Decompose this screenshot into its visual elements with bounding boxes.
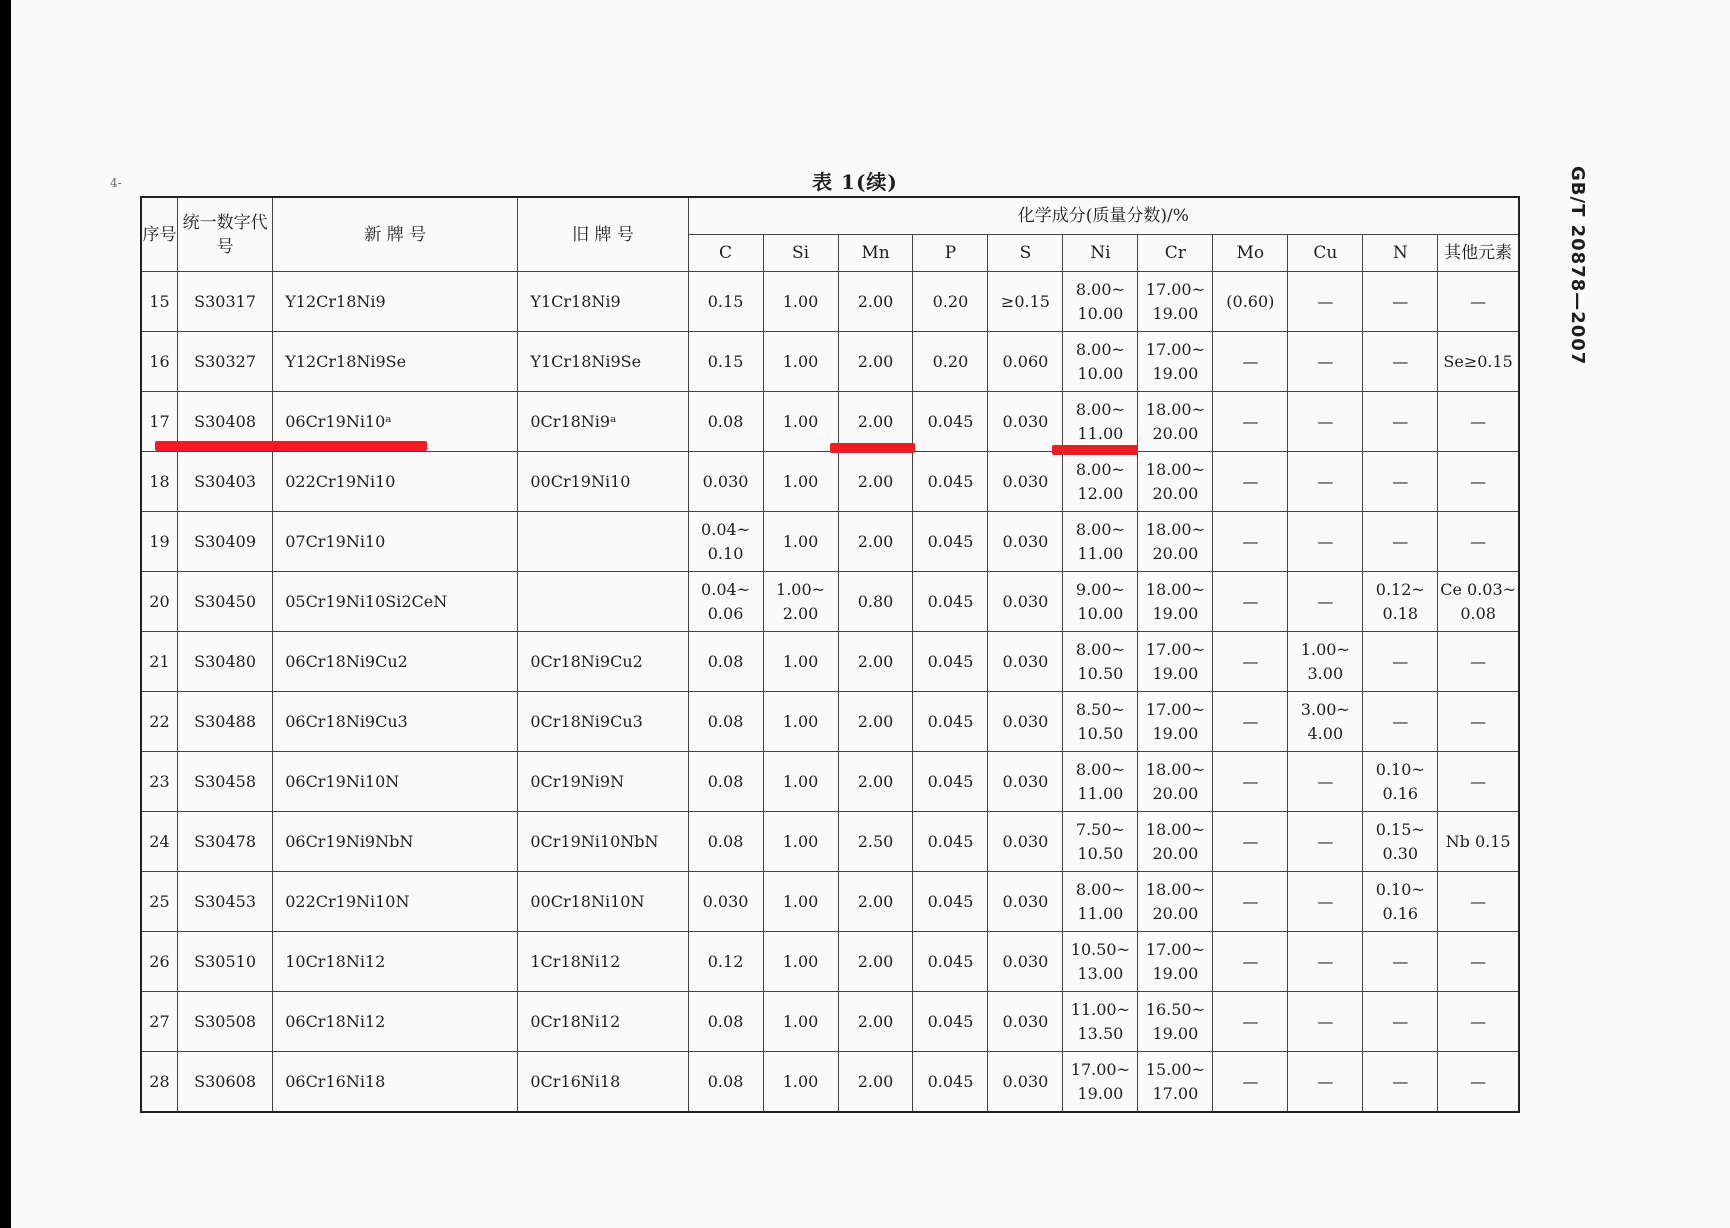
cell-cr: 18.00~ 20.00 — [1138, 812, 1213, 872]
cell-seq: 20 — [141, 572, 177, 632]
cell-s: 0.030 — [988, 392, 1063, 452]
cell-ni: 17.00~ 19.00 — [1063, 1052, 1138, 1113]
cell-old — [518, 512, 688, 572]
table-row — [141, 812, 1519, 872]
cell-p: 0.045 — [913, 452, 988, 512]
page-mark: 4- — [110, 176, 122, 190]
cell-c: 0.08 — [688, 992, 763, 1052]
header-element-8: Cu — [1288, 235, 1363, 272]
cell-old: 0Cr18Ni9Cu2 — [518, 632, 688, 692]
cell-s: 0.030 — [988, 752, 1063, 812]
composition-table — [140, 196, 1520, 1113]
cell-seq: 26 — [141, 932, 177, 992]
document-code: GB/T 20878—2007 — [1567, 166, 1588, 366]
cell-ni: 7.50~ 10.50 — [1063, 812, 1138, 872]
cell-cr: 15.00~ 17.00 — [1138, 1052, 1213, 1113]
cell-mo: (0.60) — [1213, 272, 1288, 332]
cell-new: 06Cr16Ni18 — [273, 1052, 518, 1113]
cell-code: S30453 — [177, 872, 272, 932]
cell-cu: — — [1288, 452, 1363, 512]
cell-si: 1.00 — [763, 452, 838, 512]
cell-mo: — — [1213, 932, 1288, 992]
cell-mn: 2.00 — [838, 632, 913, 692]
table-row — [141, 932, 1519, 992]
cell-cu: — — [1288, 392, 1363, 452]
cell-s: 0.030 — [988, 932, 1063, 992]
cell-old: Y1Cr18Ni9 — [518, 272, 688, 332]
table-row — [141, 632, 1519, 692]
cell-p: 0.045 — [913, 572, 988, 632]
cell-si: 1.00 — [763, 512, 838, 572]
cell-old: 0Cr19Ni9N — [518, 752, 688, 812]
cell-other: — — [1438, 272, 1519, 332]
cell-other: — — [1438, 932, 1519, 992]
cell-n: — — [1363, 272, 1438, 332]
cell-si: 1.00 — [763, 1052, 838, 1113]
cell-new: 05Cr19Ni10Si2CeN — [273, 572, 518, 632]
cell-other: — — [1438, 1052, 1519, 1113]
cell-s: 0.030 — [988, 512, 1063, 572]
cell-s: ≥0.15 — [988, 272, 1063, 332]
cell-mo: — — [1213, 692, 1288, 752]
cell-cu: 3.00~ 4.00 — [1288, 692, 1363, 752]
cell-mn: 2.00 — [838, 992, 913, 1052]
table-row — [141, 332, 1519, 392]
cell-c: 0.04~ 0.10 — [688, 512, 763, 572]
cell-c: 0.08 — [688, 692, 763, 752]
cell-mn: 2.00 — [838, 332, 913, 392]
cell-si: 1.00 — [763, 392, 838, 452]
cell-cr: 17.00~ 19.00 — [1138, 692, 1213, 752]
header-element-2: Mn — [838, 235, 913, 272]
table-title: 表 1(续) — [812, 170, 898, 194]
cell-old: 0Cr18Ni9ᵃ — [518, 392, 688, 452]
cell-ni: 10.50~ 13.00 — [1063, 932, 1138, 992]
cell-old — [518, 572, 688, 632]
header-new-grade: 新 牌 号 — [273, 197, 518, 272]
cell-seq: 24 — [141, 812, 177, 872]
cell-n: — — [1363, 692, 1438, 752]
cell-ni: 8.00~ 11.00 — [1063, 392, 1138, 452]
cell-code: S30327 — [177, 332, 272, 392]
cell-ni: 8.00~ 10.00 — [1063, 332, 1138, 392]
cell-code: S30450 — [177, 572, 272, 632]
cell-old: 0Cr18Ni12 — [518, 992, 688, 1052]
cell-si: 1.00 — [763, 692, 838, 752]
cell-new: 022Cr19Ni10N — [273, 872, 518, 932]
cell-seq: 28 — [141, 1052, 177, 1113]
cell-si: 1.00 — [763, 812, 838, 872]
table-row — [141, 572, 1519, 632]
cell-mn: 2.00 — [838, 872, 913, 932]
highlight-ni-underline — [1052, 445, 1138, 455]
table-row — [141, 272, 1519, 332]
cell-code: S30608 — [177, 1052, 272, 1113]
cell-old: 00Cr19Ni10 — [518, 452, 688, 512]
cell-cr: 17.00~ 19.00 — [1138, 632, 1213, 692]
cell-p: 0.045 — [913, 392, 988, 452]
cell-new: 10Cr18Ni12 — [273, 932, 518, 992]
cell-mn: 2.00 — [838, 452, 913, 512]
cell-ni: 11.00~ 13.50 — [1063, 992, 1138, 1052]
cell-si: 1.00 — [763, 272, 838, 332]
cell-mn: 2.00 — [838, 1052, 913, 1113]
cell-si: 1.00 — [763, 992, 838, 1052]
header-element-9: N — [1363, 235, 1438, 272]
cell-si: 1.00 — [763, 872, 838, 932]
cell-new: Y12Cr18Ni9 — [273, 272, 518, 332]
header-element-7: Mo — [1213, 235, 1288, 272]
cell-cr: 18.00~ 19.00 — [1138, 572, 1213, 632]
cell-ni: 8.50~ 10.50 — [1063, 692, 1138, 752]
cell-code: S30508 — [177, 992, 272, 1052]
cell-mo: — — [1213, 572, 1288, 632]
cell-ni: 8.00~ 11.00 — [1063, 512, 1138, 572]
cell-n: — — [1363, 632, 1438, 692]
cell-s: 0.030 — [988, 992, 1063, 1052]
header-element-6: Cr — [1138, 235, 1213, 272]
cell-seq: 23 — [141, 752, 177, 812]
cell-p: 0.20 — [913, 272, 988, 332]
cell-new: 06Cr19Ni10ᵃ — [273, 392, 518, 452]
cell-p: 0.045 — [913, 752, 988, 812]
cell-code: S30478 — [177, 812, 272, 872]
cell-cr: 18.00~ 20.00 — [1138, 452, 1213, 512]
highlight-grade-underline — [155, 441, 427, 451]
cell-cr: 17.00~ 19.00 — [1138, 332, 1213, 392]
cell-mo: — — [1213, 752, 1288, 812]
cell-s: 0.030 — [988, 872, 1063, 932]
cell-ni: 8.00~ 12.00 — [1063, 452, 1138, 512]
cell-seq: 19 — [141, 512, 177, 572]
table-row — [141, 872, 1519, 932]
cell-p: 0.045 — [913, 632, 988, 692]
table-row — [141, 692, 1519, 752]
cell-other: — — [1438, 992, 1519, 1052]
header-element-0: C — [688, 235, 763, 272]
table-row — [141, 992, 1519, 1052]
table-body — [141, 272, 1519, 1113]
header-code: 统一数字代号 — [177, 197, 272, 272]
cell-mo: — — [1213, 332, 1288, 392]
cell-s: 0.060 — [988, 332, 1063, 392]
cell-p: 0.20 — [913, 332, 988, 392]
cell-s: 0.030 — [988, 1052, 1063, 1113]
cell-seq: 16 — [141, 332, 177, 392]
cell-cu: — — [1288, 512, 1363, 572]
cell-n: — — [1363, 992, 1438, 1052]
cell-c: 0.030 — [688, 872, 763, 932]
cell-p: 0.045 — [913, 512, 988, 572]
cell-old: 0Cr18Ni9Cu3 — [518, 692, 688, 752]
cell-n: — — [1363, 452, 1438, 512]
cell-cu: — — [1288, 812, 1363, 872]
highlight-mn-underline — [830, 443, 915, 453]
cell-seq: 17 — [141, 392, 177, 452]
header-seq: 序号 — [141, 197, 177, 272]
cell-new: 06Cr18Ni12 — [273, 992, 518, 1052]
cell-mn: 2.00 — [838, 272, 913, 332]
cell-other: Ce 0.03~ 0.08 — [1438, 572, 1519, 632]
cell-old: 1Cr18Ni12 — [518, 932, 688, 992]
cell-code: S30480 — [177, 632, 272, 692]
cell-mo: — — [1213, 512, 1288, 572]
cell-p: 0.045 — [913, 992, 988, 1052]
cell-mo: — — [1213, 632, 1288, 692]
cell-seq: 15 — [141, 272, 177, 332]
cell-code: S30408 — [177, 392, 272, 452]
table-row — [141, 512, 1519, 572]
cell-c: 0.08 — [688, 632, 763, 692]
cell-si: 1.00 — [763, 332, 838, 392]
cell-ni: 8.00~ 10.50 — [1063, 632, 1138, 692]
cell-si: 1.00~ 2.00 — [763, 572, 838, 632]
table-row — [141, 1052, 1519, 1113]
cell-s: 0.030 — [988, 572, 1063, 632]
cell-mn: 0.80 — [838, 572, 913, 632]
cell-seq: 22 — [141, 692, 177, 752]
cell-other: — — [1438, 512, 1519, 572]
cell-mo: — — [1213, 392, 1288, 452]
cell-p: 0.045 — [913, 1052, 988, 1113]
cell-other: — — [1438, 632, 1519, 692]
cell-n: — — [1363, 932, 1438, 992]
cell-c: 0.15 — [688, 272, 763, 332]
cell-mn: 2.50 — [838, 812, 913, 872]
cell-c: 0.08 — [688, 1052, 763, 1113]
cell-mn: 2.00 — [838, 752, 913, 812]
cell-cr: 18.00~ 20.00 — [1138, 392, 1213, 452]
cell-n: 0.10~ 0.16 — [1363, 872, 1438, 932]
cell-code: S30317 — [177, 272, 272, 332]
cell-n: — — [1363, 512, 1438, 572]
cell-cr: 18.00~ 20.00 — [1138, 752, 1213, 812]
cell-code: S30403 — [177, 452, 272, 512]
header-element-5: Ni — [1063, 235, 1138, 272]
table-row — [141, 752, 1519, 812]
cell-new: 06Cr18Ni9Cu3 — [273, 692, 518, 752]
cell-c: 0.08 — [688, 392, 763, 452]
cell-cu: — — [1288, 1052, 1363, 1113]
cell-mn: 2.00 — [838, 692, 913, 752]
cell-new: 07Cr19Ni10 — [273, 512, 518, 572]
cell-c: 0.12 — [688, 932, 763, 992]
cell-ni: 9.00~ 10.00 — [1063, 572, 1138, 632]
cell-si: 1.00 — [763, 632, 838, 692]
cell-other: Nb 0.15 — [1438, 812, 1519, 872]
cell-cu: — — [1288, 872, 1363, 932]
cell-n: 0.10~ 0.16 — [1363, 752, 1438, 812]
cell-n: — — [1363, 392, 1438, 452]
cell-cr: 18.00~ 20.00 — [1138, 872, 1213, 932]
cell-mn: 2.00 — [838, 392, 913, 452]
cell-ni: 8.00~ 10.00 — [1063, 272, 1138, 332]
cell-seq: 18 — [141, 452, 177, 512]
cell-p: 0.045 — [913, 872, 988, 932]
cell-c: 0.030 — [688, 452, 763, 512]
header-element-3: P — [913, 235, 988, 272]
cell-c: 0.08 — [688, 812, 763, 872]
cell-mo: — — [1213, 812, 1288, 872]
cell-new: 022Cr19Ni10 — [273, 452, 518, 512]
header-composition: 化学成分(质量分数)/% — [688, 197, 1519, 235]
cell-cr: 16.50~ 19.00 — [1138, 992, 1213, 1052]
cell-n: 0.15~ 0.30 — [1363, 812, 1438, 872]
cell-cr: 18.00~ 20.00 — [1138, 512, 1213, 572]
cell-new: 06Cr18Ni9Cu2 — [273, 632, 518, 692]
cell-old: Y1Cr18Ni9Se — [518, 332, 688, 392]
cell-mo: — — [1213, 452, 1288, 512]
cell-mo: — — [1213, 992, 1288, 1052]
cell-old: 0Cr16Ni18 — [518, 1052, 688, 1113]
cell-cu: — — [1288, 992, 1363, 1052]
cell-cr: 17.00~ 19.00 — [1138, 272, 1213, 332]
cell-ni: 8.00~ 11.00 — [1063, 872, 1138, 932]
cell-old: 00Cr18Ni10N — [518, 872, 688, 932]
cell-cu: — — [1288, 332, 1363, 392]
header-element-4: S — [988, 235, 1063, 272]
cell-other: — — [1438, 752, 1519, 812]
cell-cu: — — [1288, 272, 1363, 332]
cell-other: — — [1438, 692, 1519, 752]
cell-code: S30409 — [177, 512, 272, 572]
cell-cu: — — [1288, 932, 1363, 992]
cell-mn: 2.00 — [838, 932, 913, 992]
header-element-1: Si — [763, 235, 838, 272]
cell-code: S30488 — [177, 692, 272, 752]
cell-seq: 21 — [141, 632, 177, 692]
cell-other: — — [1438, 392, 1519, 452]
cell-new: 06Cr19Ni10N — [273, 752, 518, 812]
cell-p: 0.045 — [913, 932, 988, 992]
cell-p: 0.045 — [913, 812, 988, 872]
cell-s: 0.030 — [988, 692, 1063, 752]
cell-seq: 27 — [141, 992, 177, 1052]
cell-code: S30510 — [177, 932, 272, 992]
cell-old: 0Cr19Ni10NbN — [518, 812, 688, 872]
cell-cu: 1.00~ 3.00 — [1288, 632, 1363, 692]
cell-cr: 17.00~ 19.00 — [1138, 932, 1213, 992]
header-old-grade: 旧 牌 号 — [518, 197, 688, 272]
cell-mn: 2.00 — [838, 512, 913, 572]
cell-new: Y12Cr18Ni9Se — [273, 332, 518, 392]
cell-other: — — [1438, 452, 1519, 512]
cell-code: S30458 — [177, 752, 272, 812]
left-black-bar — [0, 0, 11, 1228]
cell-cu: — — [1288, 752, 1363, 812]
cell-p: 0.045 — [913, 692, 988, 752]
cell-s: 0.030 — [988, 452, 1063, 512]
cell-s: 0.030 — [988, 632, 1063, 692]
cell-seq: 25 — [141, 872, 177, 932]
cell-c: 0.04~ 0.06 — [688, 572, 763, 632]
table-row — [141, 452, 1519, 512]
cell-n: — — [1363, 332, 1438, 392]
header-element-10: 其他元素 — [1438, 235, 1519, 272]
cell-si: 1.00 — [763, 752, 838, 812]
cell-other: Se≥0.15 — [1438, 332, 1519, 392]
cell-ni: 8.00~ 11.00 — [1063, 752, 1138, 812]
cell-n: — — [1363, 1052, 1438, 1113]
cell-si: 1.00 — [763, 932, 838, 992]
cell-mo: — — [1213, 872, 1288, 932]
cell-c: 0.15 — [688, 332, 763, 392]
cell-s: 0.030 — [988, 812, 1063, 872]
cell-cu: — — [1288, 572, 1363, 632]
cell-c: 0.08 — [688, 752, 763, 812]
cell-mo: — — [1213, 1052, 1288, 1113]
cell-other: — — [1438, 872, 1519, 932]
cell-new: 06Cr19Ni9NbN — [273, 812, 518, 872]
cell-n: 0.12~ 0.18 — [1363, 572, 1438, 632]
